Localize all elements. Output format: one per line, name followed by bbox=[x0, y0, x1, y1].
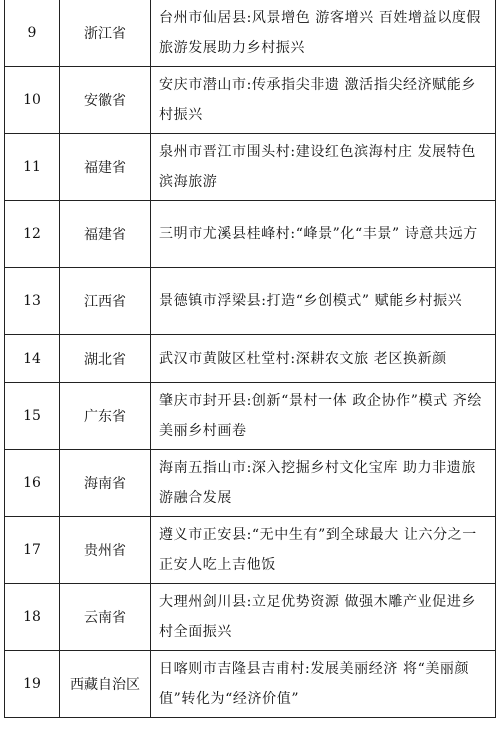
row-description: 武汉市黄陂区杜堂村:深耕农文旅 老区换新颜 bbox=[151, 335, 496, 383]
row-description: 海南五指山市:深入挖掘乡村文化宝库 助力非遗旅游融合发展 bbox=[151, 450, 496, 517]
table-row bbox=[5, 584, 496, 651]
table-row bbox=[5, 268, 496, 335]
table-row bbox=[5, 134, 496, 201]
row-province: 福建省 bbox=[60, 201, 151, 268]
row-number: 17 bbox=[5, 517, 60, 584]
row-description: 安庆市潜山市:传承指尖非遗 激活指尖经济赋能乡村振兴 bbox=[151, 67, 496, 134]
table-row bbox=[5, 335, 496, 383]
row-province: 贵州省 bbox=[60, 517, 151, 584]
row-number: 12 bbox=[5, 201, 60, 268]
row-number: 18 bbox=[5, 584, 60, 651]
row-province: 江西省 bbox=[60, 268, 151, 335]
row-province: 云南省 bbox=[60, 584, 151, 651]
table-row bbox=[5, 0, 496, 67]
table-row bbox=[5, 651, 496, 718]
row-description: 景德镇市浮梁县:打造“乡创模式” 赋能乡村振兴 bbox=[151, 268, 496, 335]
table-row bbox=[5, 383, 496, 450]
row-province: 湖北省 bbox=[60, 335, 151, 383]
row-province: 西藏自治区 bbox=[60, 651, 151, 718]
table-body bbox=[5, 0, 496, 718]
row-number: 14 bbox=[5, 335, 60, 383]
row-description: 肇庆市封开县:创新“景村一体 政企协作”模式 齐绘美丽乡村画卷 bbox=[151, 383, 496, 450]
row-number: 15 bbox=[5, 383, 60, 450]
row-description: 大理州剑川县:立足优势资源 做强木雕产业促进乡村全面振兴 bbox=[151, 584, 496, 651]
row-number: 10 bbox=[5, 67, 60, 134]
table-row bbox=[5, 201, 496, 268]
row-description: 三明市尤溪县桂峰村:“峰景”化“丰景” 诗意共远方 bbox=[151, 201, 496, 268]
row-number: 11 bbox=[5, 134, 60, 201]
case-list-table bbox=[4, 0, 496, 718]
row-province: 广东省 bbox=[60, 383, 151, 450]
table-row bbox=[5, 450, 496, 517]
row-description: 遵义市正安县:“无中生有”到全球最大 让六分之一正安人吃上吉他饭 bbox=[151, 517, 496, 584]
row-description: 泉州市晋江市围头村:建设红色滨海村庄 发展特色滨海旅游 bbox=[151, 134, 496, 201]
row-number: 16 bbox=[5, 450, 60, 517]
table-row bbox=[5, 517, 496, 584]
row-province: 福建省 bbox=[60, 134, 151, 201]
row-number: 13 bbox=[5, 268, 60, 335]
row-province: 安徽省 bbox=[60, 67, 151, 134]
table-row bbox=[5, 67, 496, 134]
row-number: 9 bbox=[5, 0, 60, 67]
row-province: 浙江省 bbox=[60, 0, 151, 67]
row-description: 台州市仙居县:风景增色 游客增兴 百姓增益以度假旅游发展助力乡村振兴 bbox=[151, 0, 496, 67]
row-province: 海南省 bbox=[60, 450, 151, 517]
row-description: 日喀则市吉隆县吉甫村:发展美丽经济 将“美丽颜值”转化为“经济价值” bbox=[151, 651, 496, 718]
row-number: 19 bbox=[5, 651, 60, 718]
